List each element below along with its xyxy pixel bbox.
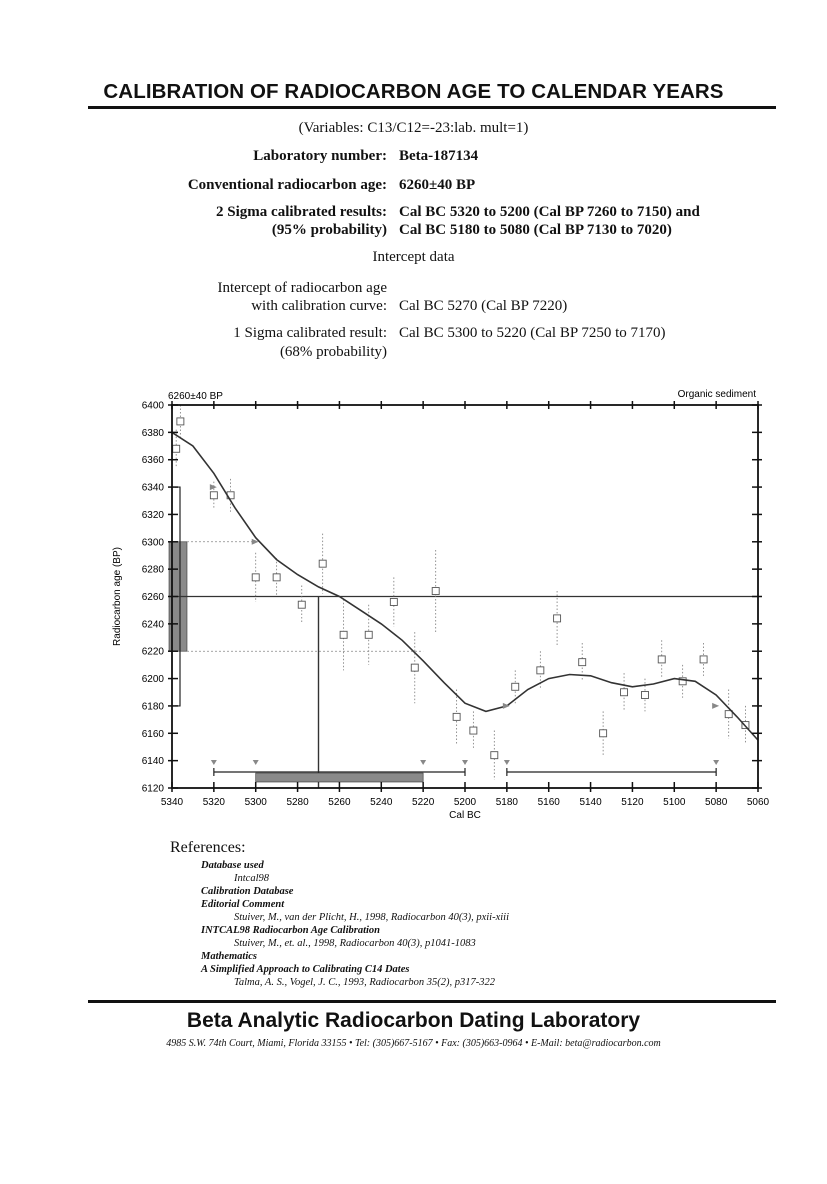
one-sigma-calendar-range: [256, 773, 423, 782]
y-axis-label: Radiocarbon age (BP): [112, 547, 123, 646]
references-title: References:: [170, 839, 246, 856]
data-point: [453, 713, 460, 720]
x-tick-label: 5300: [244, 797, 267, 808]
data-point: [470, 727, 477, 734]
title-underline: [88, 106, 776, 109]
y-tick-label: 6220: [141, 646, 164, 658]
calibration-curve: [172, 432, 758, 740]
data-point: [319, 560, 326, 567]
x-tick-label: 5060: [746, 797, 770, 808]
two-sigma-value-2: Cal BC 5180 to 5080 (Cal BP 7130 to 7020): [399, 222, 672, 238]
curve-bound-marker: [712, 703, 719, 709]
calibration-chart: [100, 380, 780, 830]
range-end-marker: [462, 760, 468, 765]
two-sigma-value-1: Cal BC 5320 to 5200 (Cal BP 7260 to 7150) and: [399, 204, 700, 220]
reference-line: Editorial Comment: [201, 899, 285, 910]
reference-line: INTCAL98 Radiocarbon Age Calibration: [201, 925, 381, 936]
y-tick-label: 6120: [141, 783, 164, 795]
two-sigma-calendar-range: [507, 768, 716, 776]
data-point: [252, 574, 259, 581]
data-point: [491, 752, 498, 759]
reference-line: Calibration Database: [201, 886, 294, 897]
data-point: [210, 492, 217, 499]
footer-rule-thick: [88, 1000, 776, 1003]
x-tick-label: 5100: [663, 797, 686, 808]
x-tick-label: 5340: [160, 797, 184, 808]
curve-bound-marker: [210, 484, 217, 490]
x-tick-label: 5280: [286, 797, 309, 808]
range-end-marker: [211, 760, 217, 765]
y-tick-label: 6380: [141, 427, 164, 439]
range-end-marker: [253, 760, 259, 765]
y-tick-label: 6180: [141, 701, 164, 713]
data-point: [700, 656, 707, 663]
y-tick-label: 6340: [141, 482, 164, 494]
lab-number-label: Laboratory number:: [253, 148, 387, 164]
intercept-label-2: with calibration curve:: [251, 298, 387, 314]
chart-title-left: 6260±40 BP: [168, 391, 223, 402]
reference-line: Talma, A. S., Vogel, J. C., 1993, Radiocarbon 35(2), p317-322: [234, 977, 496, 988]
range-end-marker: [713, 760, 719, 765]
range-end-marker: [504, 760, 510, 765]
y-tick-label: 6280: [141, 564, 164, 576]
data-point: [340, 631, 347, 638]
data-point: [537, 667, 544, 674]
y-tick-label: 6300: [141, 537, 164, 549]
y-tick-label: 6360: [141, 455, 164, 467]
data-point: [411, 664, 418, 671]
y-tick-label: 6320: [141, 509, 164, 521]
lab-number-value: Beta-187134: [399, 148, 479, 164]
data-point: [554, 615, 561, 622]
two-sigma-label: 2 Sigma calibrated results:: [216, 204, 387, 220]
chart-title-right: Organic sediment: [677, 389, 756, 400]
y-tick-label: 6140: [141, 756, 164, 768]
reference-line: Stuiver, M., et. al., 1998, Radiocarbon 40(3), p1041-1083: [234, 938, 476, 949]
data-point: [173, 445, 180, 452]
two-sigma-probability: (95% probability): [271, 222, 387, 238]
variables-line: (Variables: C13/C12=-23:lab. mult=1): [298, 120, 529, 136]
x-tick-label: 5180: [495, 797, 518, 808]
x-tick-label: 5220: [412, 797, 435, 808]
reference-line: Stuiver, M., van der Plicht, H., 1998, Radiocarbon 40(3), pxii-xiii: [234, 912, 509, 923]
data-point: [641, 691, 648, 698]
intercept-value: Cal BC 5270 (Cal BP 7220): [399, 298, 568, 314]
x-tick-label: 5260: [328, 797, 351, 808]
reference-line: A Simplified Approach to Calibrating C14 Dates: [201, 964, 410, 975]
one-sigma-value: Cal BC 5300 to 5220 (Cal BP 7250 to 7170): [399, 325, 666, 341]
x-tick-label: 5200: [453, 797, 477, 808]
reference-line: Intcal98: [234, 873, 269, 884]
reference-line: Database used: [201, 860, 264, 871]
x-tick-label: 5160: [537, 797, 560, 808]
intercept-label: Intercept of radiocarbon age: [217, 280, 387, 296]
data-point: [621, 689, 628, 696]
data-point: [298, 601, 305, 608]
reference-line: Mathematics: [201, 951, 258, 962]
data-point: [390, 598, 397, 605]
conventional-age-label: Conventional radiocarbon age:: [187, 177, 387, 193]
y-tick-label: 6200: [141, 674, 164, 686]
x-tick-label: 5320: [202, 797, 225, 808]
range-end-marker: [420, 760, 426, 765]
data-point: [579, 659, 586, 666]
data-point: [658, 656, 665, 663]
data-point: [432, 588, 439, 595]
y-tick-label: 6260: [141, 592, 164, 603]
data-point: [273, 574, 280, 581]
y-tick-label: 6160: [141, 728, 164, 740]
x-axis-label: Cal BC: [449, 810, 481, 821]
x-tick-label: 5140: [579, 797, 602, 808]
x-tick-label: 5240: [370, 797, 393, 808]
intercept-heading: Intercept data: [372, 249, 455, 265]
conventional-age-value: 6260±40 BP: [399, 177, 476, 193]
x-tick-label: 5120: [621, 797, 644, 808]
one-sigma-probability: (68% probability): [279, 344, 387, 360]
report-title: CALIBRATION OF RADIOCARBON AGE TO CALENDAR YEARS: [103, 80, 724, 103]
data-point: [600, 730, 607, 737]
data-point: [177, 418, 184, 425]
lab-address: 4985 S.W. 74th Court, Miami, Florida 33155 • Tel: (305)667-5167 • Fax: (305)663-0964 • E-Mail: beta@radiocarbon.com: [166, 1038, 661, 1049]
one-sigma-label: 1 Sigma calibrated result:: [233, 325, 387, 341]
data-point: [512, 683, 519, 690]
data-point: [365, 631, 372, 638]
x-tick-label: 5080: [705, 797, 728, 808]
y-tick-label: 6240: [141, 619, 164, 631]
y-tick-label: 6400: [141, 400, 164, 412]
lab-name: Beta Analytic Radiocarbon Dating Laboratory: [186, 1009, 641, 1032]
